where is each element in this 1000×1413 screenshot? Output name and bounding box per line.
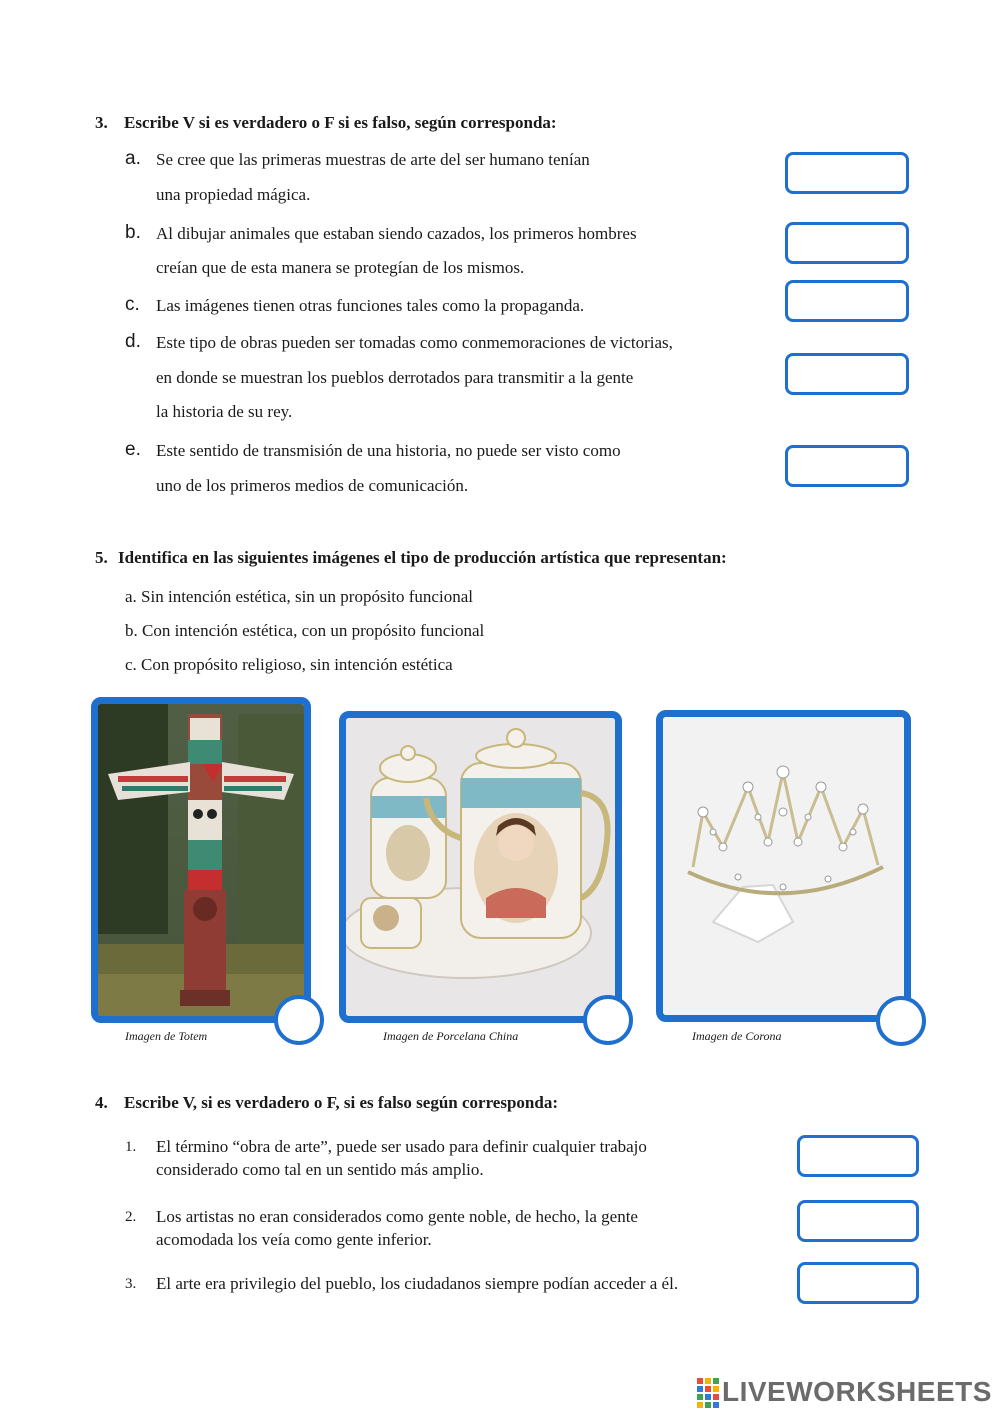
item-3-line1: El arte era privilegio del pueblo, los ciudadanos siempre podían acceder a él. — [156, 1274, 679, 1293]
item-number-3: 3. — [125, 1276, 137, 1292]
section3-heading — [95, 113, 557, 133]
porcelain-image — [339, 711, 622, 1023]
crown-illustration — [663, 717, 904, 1015]
answer-box-3e[interactable] — [785, 445, 909, 487]
option-c: c. Con propósito religioso, sin intención estética — [125, 655, 453, 674]
caption-crown: Imagen de Corona — [692, 1029, 782, 1043]
item-letter-e: e. — [125, 439, 141, 460]
totem-image — [91, 697, 311, 1023]
option-b: b. Con intención estética, con un propósito funcional — [125, 621, 485, 640]
item-1-line1: El término “obra de arte”, puede ser usado para definir cualquier trabajo — [156, 1137, 647, 1156]
porcelain-illustration — [346, 718, 615, 1016]
item-d-line2: en donde se muestran los pueblos derrotados para transmitir a la gente — [156, 368, 634, 387]
caption-porcelain: Imagen de Porcelana China — [383, 1029, 519, 1043]
item-c-line1: Las imágenes tienen otras funciones tales como la propaganda. — [156, 296, 585, 315]
item-2-line2: acomodada los veía como gente inferior. — [156, 1230, 432, 1249]
item-a-line2: una propiedad mágica. — [156, 185, 311, 204]
answer-circle-porcelain[interactable] — [583, 995, 633, 1045]
section3-title: Escribe V si es verdadero o F si es falso, según corresponda: — [124, 113, 557, 132]
answer-box-3d[interactable] — [785, 353, 909, 395]
answer-box-3c[interactable] — [785, 280, 909, 322]
section5-title: Identifica en las siguientes imágenes el tipo de producción artística que representan: — [118, 548, 727, 567]
totem-illustration — [98, 704, 304, 1016]
item-1-line2: considerado como tal en un sentido más amplio. — [156, 1160, 484, 1179]
item-e-line1: Este sentido de transmisión de una historia, no puede ser visto como — [156, 441, 621, 460]
item-a-line1: Se cree que las primeras muestras de arte del ser humano tenían — [156, 150, 590, 169]
caption-totem: Imagen de Totem — [125, 1029, 208, 1043]
item-number-2: 2. — [125, 1209, 137, 1225]
answer-box-4-3[interactable] — [797, 1262, 919, 1304]
liveworksheets-logo: LIVEWORKSHEETS — [722, 1376, 992, 1407]
answer-circle-crown[interactable] — [876, 996, 926, 1046]
section4-number: 4. — [95, 1093, 108, 1112]
crown-image — [656, 710, 911, 1022]
item-2-line1: Los artistas no eran considerados como gente noble, de hecho, la gente — [156, 1207, 638, 1226]
answer-box-4-2[interactable] — [797, 1200, 919, 1242]
item-number-1: 1. — [125, 1139, 137, 1155]
answer-box-3a[interactable] — [785, 152, 909, 194]
section5-heading — [95, 548, 727, 568]
item-letter-b: b. — [125, 222, 141, 243]
item-letter-d: d. — [125, 331, 141, 352]
option-a: a. Sin intención estética, sin un propósito funcional — [125, 587, 473, 606]
answer-box-4-1[interactable] — [797, 1135, 919, 1177]
section4-title: Escribe V, si es verdadero o F, si es falso según corresponda: — [124, 1093, 558, 1112]
item-d-line3: la historia de su rey. — [156, 402, 293, 421]
section4-heading — [95, 1093, 558, 1113]
answer-circle-totem[interactable] — [274, 995, 324, 1045]
item-letter-a: a. — [125, 148, 141, 169]
section5-number: 5. — [95, 548, 108, 567]
item-b-line1: Al dibujar animales que estaban siendo cazados, los primeros hombres — [156, 224, 637, 243]
answer-box-3b[interactable] — [785, 222, 909, 264]
item-e-line2: uno de los primeros medios de comunicación. — [156, 476, 469, 495]
item-letter-c: c. — [125, 294, 140, 315]
section3-number: 3. — [95, 113, 108, 132]
item-d-line1: Este tipo de obras pueden ser tomadas como conmemoraciones de victorias, — [156, 333, 673, 352]
liveworksheets-icon — [697, 1378, 719, 1408]
item-b-line2: creían que de esta manera se protegían de los mismos. — [156, 258, 525, 277]
